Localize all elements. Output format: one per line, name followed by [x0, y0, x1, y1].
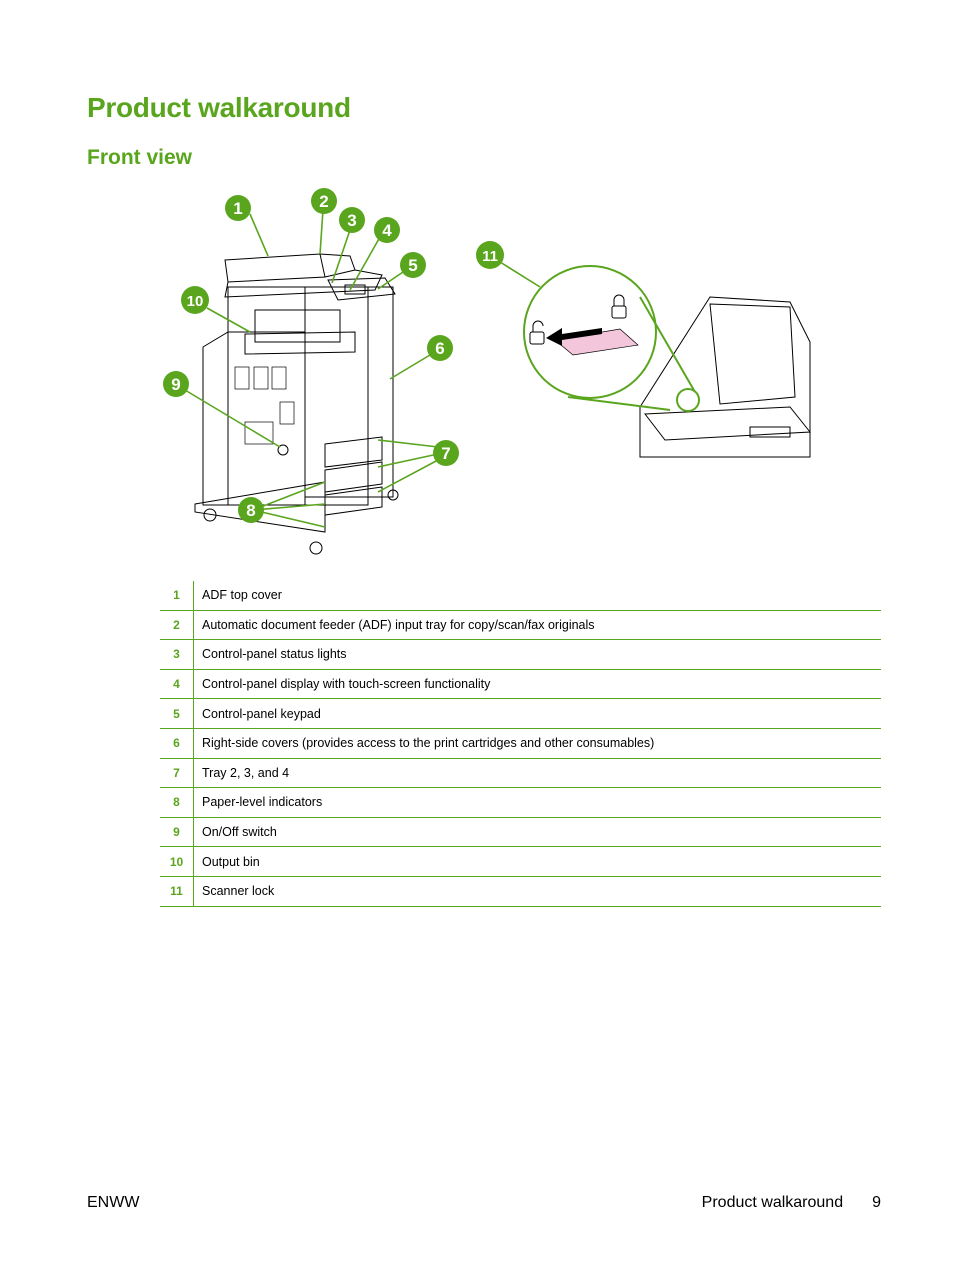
- product-figure: [150, 182, 830, 562]
- section-heading: Front view: [87, 146, 193, 169]
- row-description: ADF top cover: [194, 581, 882, 610]
- callout-legend-table: [160, 581, 881, 907]
- callout-1: [225, 195, 251, 221]
- row-description: Right-side covers (provides access to the print cartridges and other consumables): [194, 728, 882, 758]
- footer-label: ENWW: [87, 1194, 140, 1211]
- callout-8: [238, 497, 264, 523]
- printer-right-side: [305, 287, 393, 497]
- callout-markers: [163, 188, 504, 523]
- printer-left-panel: [203, 332, 305, 505]
- row-description: Control-panel display with touch-screen functionality: [194, 669, 882, 699]
- footer-right: [702, 1194, 881, 1212]
- row-number: 7: [160, 758, 194, 788]
- table-row: [160, 581, 881, 610]
- table-row: [160, 758, 881, 788]
- table-row: [160, 610, 881, 640]
- table-row: [160, 788, 881, 818]
- svg-text:1: 1: [233, 199, 243, 218]
- svg-text:6: 6: [435, 339, 445, 358]
- callout-5: [400, 252, 426, 278]
- row-description: Control-panel status lights: [194, 640, 882, 670]
- row-number: 4: [160, 669, 194, 699]
- svg-text:3: 3: [347, 211, 357, 230]
- table-row: [160, 640, 881, 670]
- svg-text:11: 11: [482, 248, 498, 265]
- control-panel: [328, 278, 395, 300]
- callout-7: [433, 440, 459, 466]
- tray-2: [325, 437, 382, 467]
- page-number: 9: [872, 1194, 881, 1211]
- callout-3: [339, 207, 365, 233]
- output-bin-area: [255, 310, 340, 342]
- callout-2: [311, 188, 337, 214]
- row-number: 3: [160, 640, 194, 670]
- callout-9: [163, 371, 189, 397]
- printer-body: [228, 287, 368, 505]
- row-description: Automatic document feeder (ADF) input tray for copy/scan/fax originals: [194, 610, 882, 640]
- callout-11: [476, 241, 504, 269]
- row-description: Tray 2, 3, and 4: [194, 758, 882, 788]
- callout-10: [181, 286, 209, 314]
- printer-illustration: [150, 182, 830, 562]
- row-description: Control-panel keypad: [194, 699, 882, 729]
- row-description: Output bin: [194, 847, 882, 877]
- row-description: Scanner lock: [194, 876, 882, 906]
- table-row: [160, 817, 881, 847]
- footer-section: Product walkaround: [701, 1194, 844, 1211]
- svg-text:2: 2: [319, 192, 329, 211]
- svg-text:10: 10: [186, 293, 204, 310]
- locked-icon: [612, 306, 626, 318]
- tray-3: [325, 462, 382, 492]
- svg-text:7: 7: [441, 444, 451, 463]
- svg-text:9: 9: [171, 375, 181, 394]
- adf-unit: [225, 254, 325, 282]
- row-number: 10: [160, 847, 194, 877]
- table-row: [160, 699, 881, 729]
- table-row: [160, 876, 881, 906]
- unlocked-icon: [530, 332, 544, 344]
- row-number: 2: [160, 610, 194, 640]
- row-number: 6: [160, 728, 194, 758]
- row-number: 11: [160, 876, 194, 906]
- svg-text:5: 5: [408, 256, 418, 275]
- row-number: 8: [160, 788, 194, 818]
- svg-text:8: 8: [246, 501, 256, 520]
- callout-6: [427, 335, 453, 361]
- page-title: Product walkaround: [87, 92, 351, 123]
- svg-text:4: 4: [382, 221, 392, 240]
- table-row: [160, 728, 881, 758]
- row-number: 9: [160, 817, 194, 847]
- row-description: On/Off switch: [194, 817, 882, 847]
- row-number: 1: [160, 581, 194, 610]
- callout-4: [374, 217, 400, 243]
- table-row: [160, 669, 881, 699]
- row-number: 5: [160, 699, 194, 729]
- row-description: Paper-level indicators: [194, 788, 882, 818]
- table-row: [160, 847, 881, 877]
